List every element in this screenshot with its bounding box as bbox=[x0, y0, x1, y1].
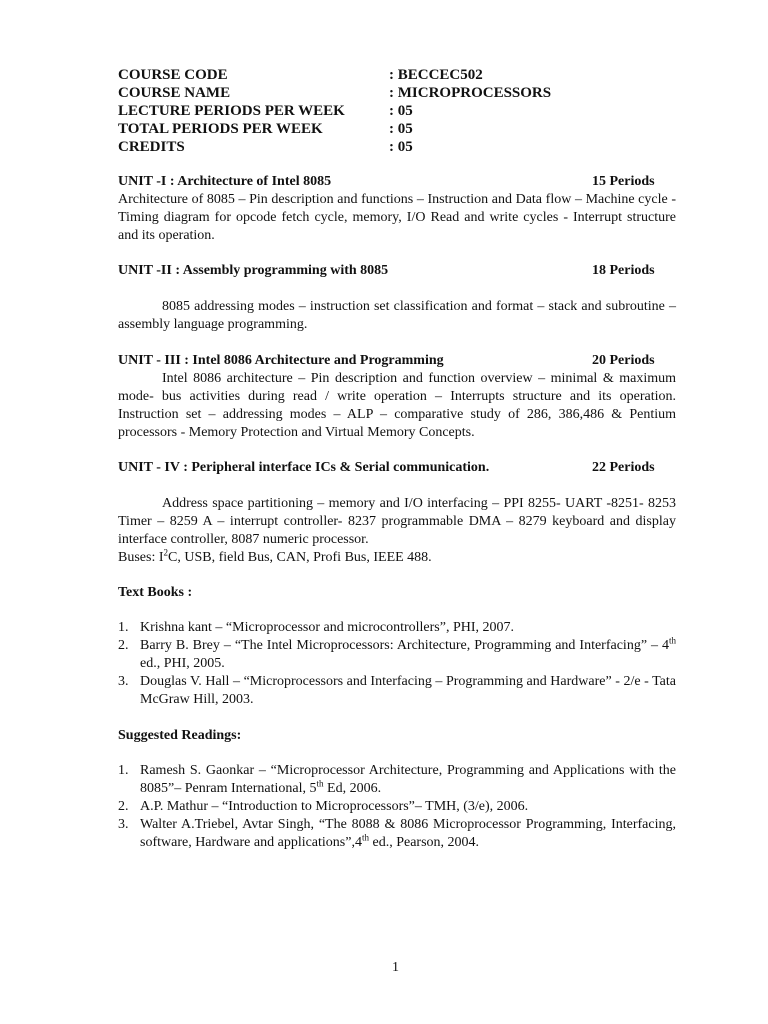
reading-text: Ramesh S. Gaonkar – “Microprocessor Architecture, Programming and Applications with the 8085”– Penram International, 5 bbox=[140, 763, 676, 796]
list-number: 3. bbox=[118, 817, 129, 832]
reading-item bbox=[118, 762, 676, 798]
unit-2-title: UNIT -II : Assembly programming with 8085 bbox=[118, 263, 389, 278]
buses-text-sup: 2 bbox=[163, 547, 168, 558]
header-value-lecture-periods: : 05 bbox=[389, 103, 413, 119]
reading-text-tail: ed., Pearson, 2004. bbox=[368, 835, 480, 850]
text-book-text: Douglas V. Hall – “Microprocessors and Interfacing – Programming and Hardware” - 2/e - Tata McGraw Hill, 2003. bbox=[140, 674, 676, 707]
list-number: 2. bbox=[118, 799, 129, 814]
unit-3-body: Intel 8086 architecture – Pin description and function overview – minimal & maximum mode- bus activities during read / write operation – Interrupts structure and its operation. Instruction set – addressing modes – ALP – comparative study of 286, 386,486 & Pentium processors - Memory Protection and Virtual Memory Concepts. bbox=[118, 371, 676, 440]
unit-4-buses bbox=[118, 549, 676, 567]
header-label-total-periods: TOTAL PERIODS PER WEEK bbox=[118, 121, 323, 137]
text-books-list bbox=[118, 619, 676, 709]
text-book-item bbox=[118, 637, 676, 673]
text-book-text: Krishna kant – “Microprocessor and microcontrollers”, PHI, 2007. bbox=[140, 620, 515, 635]
text-book-item bbox=[118, 673, 676, 709]
text-book-text-tail: ed., PHI, 2005. bbox=[140, 656, 225, 671]
suggested-readings-list bbox=[118, 762, 676, 852]
list-number: 1. bbox=[118, 763, 129, 778]
unit-1-periods: 15 Periods bbox=[592, 174, 655, 189]
reading-item bbox=[118, 798, 676, 816]
unit-4-title: UNIT - IV : Peripheral interface ICs & Serial communication. bbox=[118, 460, 490, 475]
reading-text: Walter A.Triebel, Avtar Singh, “The 8088 & 8086 Microprocessor Programming, Interfacing, software, Hardware and applications”,4 bbox=[140, 817, 676, 850]
text-books-heading: Text Books : bbox=[118, 585, 193, 600]
header-value-course-code: : BECCEC502 bbox=[389, 67, 483, 83]
list-number: 2. bbox=[118, 638, 129, 653]
reading-item bbox=[118, 816, 676, 852]
unit-1-body: Architecture of 8085 – Pin description and functions – Instruction and Data flow – Machine cycle -Timing diagram for opcode fetch cycle, memory, I/O Read and write cycles - Interrupt structure and its operation. bbox=[118, 192, 676, 243]
text-book-item bbox=[118, 619, 676, 637]
text-book-text: Barry B. Brey – “The Intel Microprocessors: Architecture, Programming and Interfacing” – 4 bbox=[140, 638, 669, 653]
unit-1-title: UNIT -I : Architecture of Intel 8085 bbox=[118, 174, 332, 189]
header-label-credits: CREDITS bbox=[118, 139, 185, 155]
unit-3-title: UNIT - III : Intel 8086 Architecture and Programming bbox=[118, 353, 444, 368]
buses-text-post: C, USB, field Bus, CAN, Profi Bus, IEEE 488. bbox=[168, 550, 432, 565]
header-label-course-code: COURSE CODE bbox=[118, 67, 228, 83]
unit-3-periods: 20 Periods bbox=[592, 353, 655, 368]
unit-4-periods: 22 Periods bbox=[592, 460, 655, 475]
reading-text-tail: Ed, 2006. bbox=[323, 781, 382, 796]
header-value-credits: : 05 bbox=[389, 139, 413, 155]
reading-sup: th bbox=[361, 832, 369, 843]
header-value-total-periods: : 05 bbox=[389, 121, 413, 137]
header-label-course-name: COURSE NAME bbox=[118, 85, 231, 101]
unit-2-body: 8085 addressing modes – instruction set classification and format – stack and subroutine – assembly language programming. bbox=[118, 299, 676, 332]
suggested-readings-heading: Suggested Readings: bbox=[118, 728, 242, 743]
list-number: 1. bbox=[118, 620, 129, 635]
page-number: 1 bbox=[392, 960, 399, 975]
unit-2-periods: 18 Periods bbox=[592, 263, 655, 278]
unit-4-body: Address space partitioning – memory and I/O interfacing – PPI 8255- UART -8251- 8253 Timer – 8259 A – interrupt controller- 8237 programmable DMA – 8279 keyboard and display interface controller, 8087 numeric processor. bbox=[118, 496, 676, 547]
reading-text: A.P. Mathur – “Introduction to Microprocessors”– TMH, (3/e), 2006. bbox=[140, 799, 529, 814]
list-number: 3. bbox=[118, 674, 129, 689]
header-value-course-name: : MICROPROCESSORS bbox=[389, 85, 552, 101]
header-label-lecture-periods: LECTURE PERIODS PER WEEK bbox=[118, 103, 345, 119]
text-book-sup: th bbox=[668, 635, 676, 646]
reading-sup: th bbox=[316, 778, 324, 789]
buses-text-pre: Buses: I bbox=[118, 550, 164, 565]
